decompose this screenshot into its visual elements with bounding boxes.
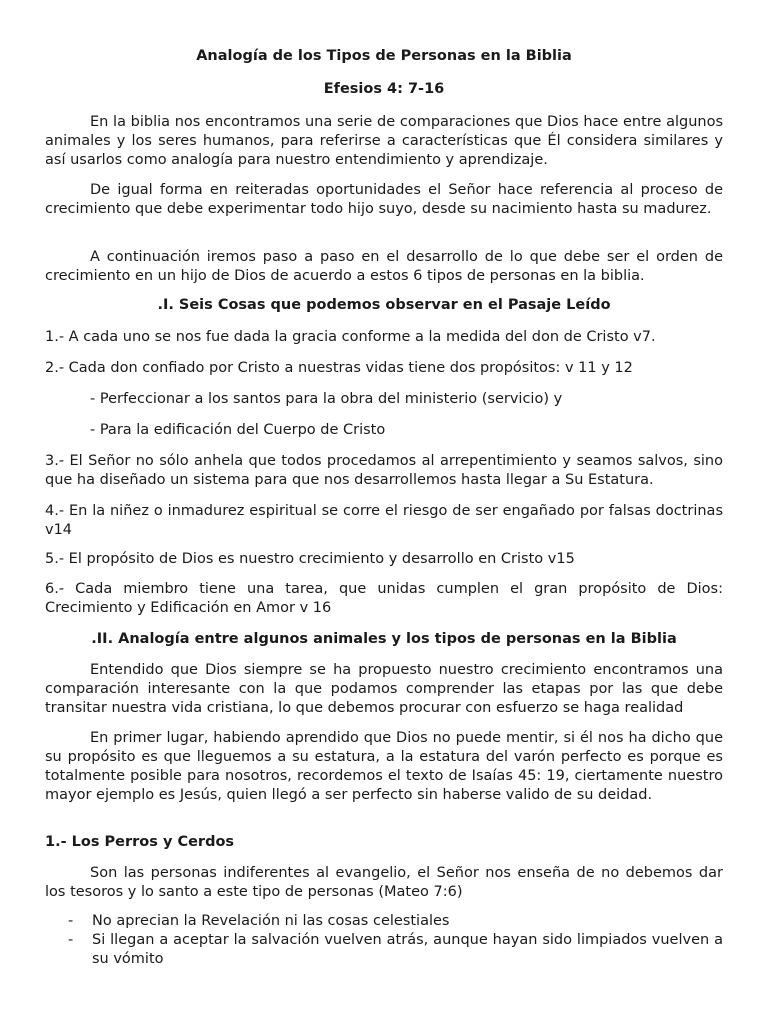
section-2-paragraph-2: En primer lugar, habiendo aprendido que Dios no puede mentir, si él nos ha dicho que su propósito es que lleguemos a su estatura, a la estatura del varón perfecto es porque es totalmente posible para nosotros, recordemos el texto de Isaías 45: 19, ciertamente nuestro mayor ejemplo es Jesús, quien llegó a ser perfecto sin haberse valido de su deidad. [45,730,723,803]
bullet-text: No aprecian la Revelación ni las cosas celestiales [92,913,450,929]
bullet-dash: - [68,913,74,929]
section-1-item-2: 2.- Cada don confiado por Cristo a nuestras vidas tiene dos propósitos: v 11 y 12 [45,360,633,376]
section-1-subitem-2: - Para la edificación del Cuerpo de Cristo [90,422,386,438]
section-1-item-3: 3.- El Señor no sólo anhela que todos procedamos al arrepentimiento y seamos salvos, sino que ha diseñado un sistema para que nos desarrollemos hasta llegar a Su Estatura. [45,453,723,488]
section-1-item-1: 1.- A cada uno se nos fue dada la gracia conforme a la medida del don de Cristo v7. [45,329,656,345]
section-1-item-5: 5.- El propósito de Dios es nuestro crecimiento y desarrollo en Cristo v15 [45,551,575,567]
intro-paragraph-1: En la biblia nos encontramos una serie de comparaciones que Dios hace entre algunos animales y los seres humanos, para referirse a características que Él considera similares y así usarlos como analogía para nuestro entendimiento y aprendizaje. [45,114,723,168]
section-1-heading: .I. Seis Cosas que podemos observar en el Pasaje Leído [157,297,611,313]
subsection-1-paragraph: Son las personas indiferentes al evangelio, el Señor nos enseña de no debemos dar los tesoros y lo santo a este tipo de personas (Mateo 7:6) [45,865,723,900]
document-title: Analogía de los Tipos de Personas en la Biblia [196,48,572,64]
document-subtitle: Efesios 4: 7-16 [323,81,445,97]
bullet-item-2 [68,931,723,969]
bullet-text: Si llegan a aceptar la salvación vuelven atrás, aunque hayan sido limpiados vuelven a su vómito [92,932,723,967]
section-1-item-4: 4.- En la niñez o inmadurez espiritual se corre el riesgo de ser engañado por falsas doctrinas v14 [45,503,723,538]
bullet-item-1 [68,912,723,931]
section-1-item-6: 6.- Cada miembro tiene una tarea, que unidas cumplen el gran propósito de Dios: Crecimiento y Edificación en Amor v 16 [45,581,723,616]
subsection-1-heading: 1.- Los Perros y Cerdos [45,834,235,850]
section-2-heading: .II. Analogía entre algunos animales y los tipos de personas en la Biblia [91,631,677,647]
bullet-dash: - [68,932,74,948]
intro-paragraph-2: De igual forma en reiteradas oportunidades el Señor hace referencia al proceso de crecimiento que debe experimentar todo hijo suyo, desde su nacimiento hasta su madurez. [45,182,723,217]
intro-paragraph-3: A continuación iremos paso a paso en el desarrollo de lo que debe ser el orden de crecimiento en un hijo de Dios de acuerdo a estos 6 tipos de personas en la biblia. [45,249,723,284]
section-1-subitem-1: - Perfeccionar a los santos para la obra del ministerio (servicio) y [90,391,563,407]
section-2-paragraph-1: Entendido que Dios siempre se ha propuesto nuestro crecimiento encontramos una comparación interesante con la que podamos comprender las etapas por las que debe transitar nuestra vida cristiana, lo que debemos procurar con esfuerzo se haga realidad [45,662,723,716]
